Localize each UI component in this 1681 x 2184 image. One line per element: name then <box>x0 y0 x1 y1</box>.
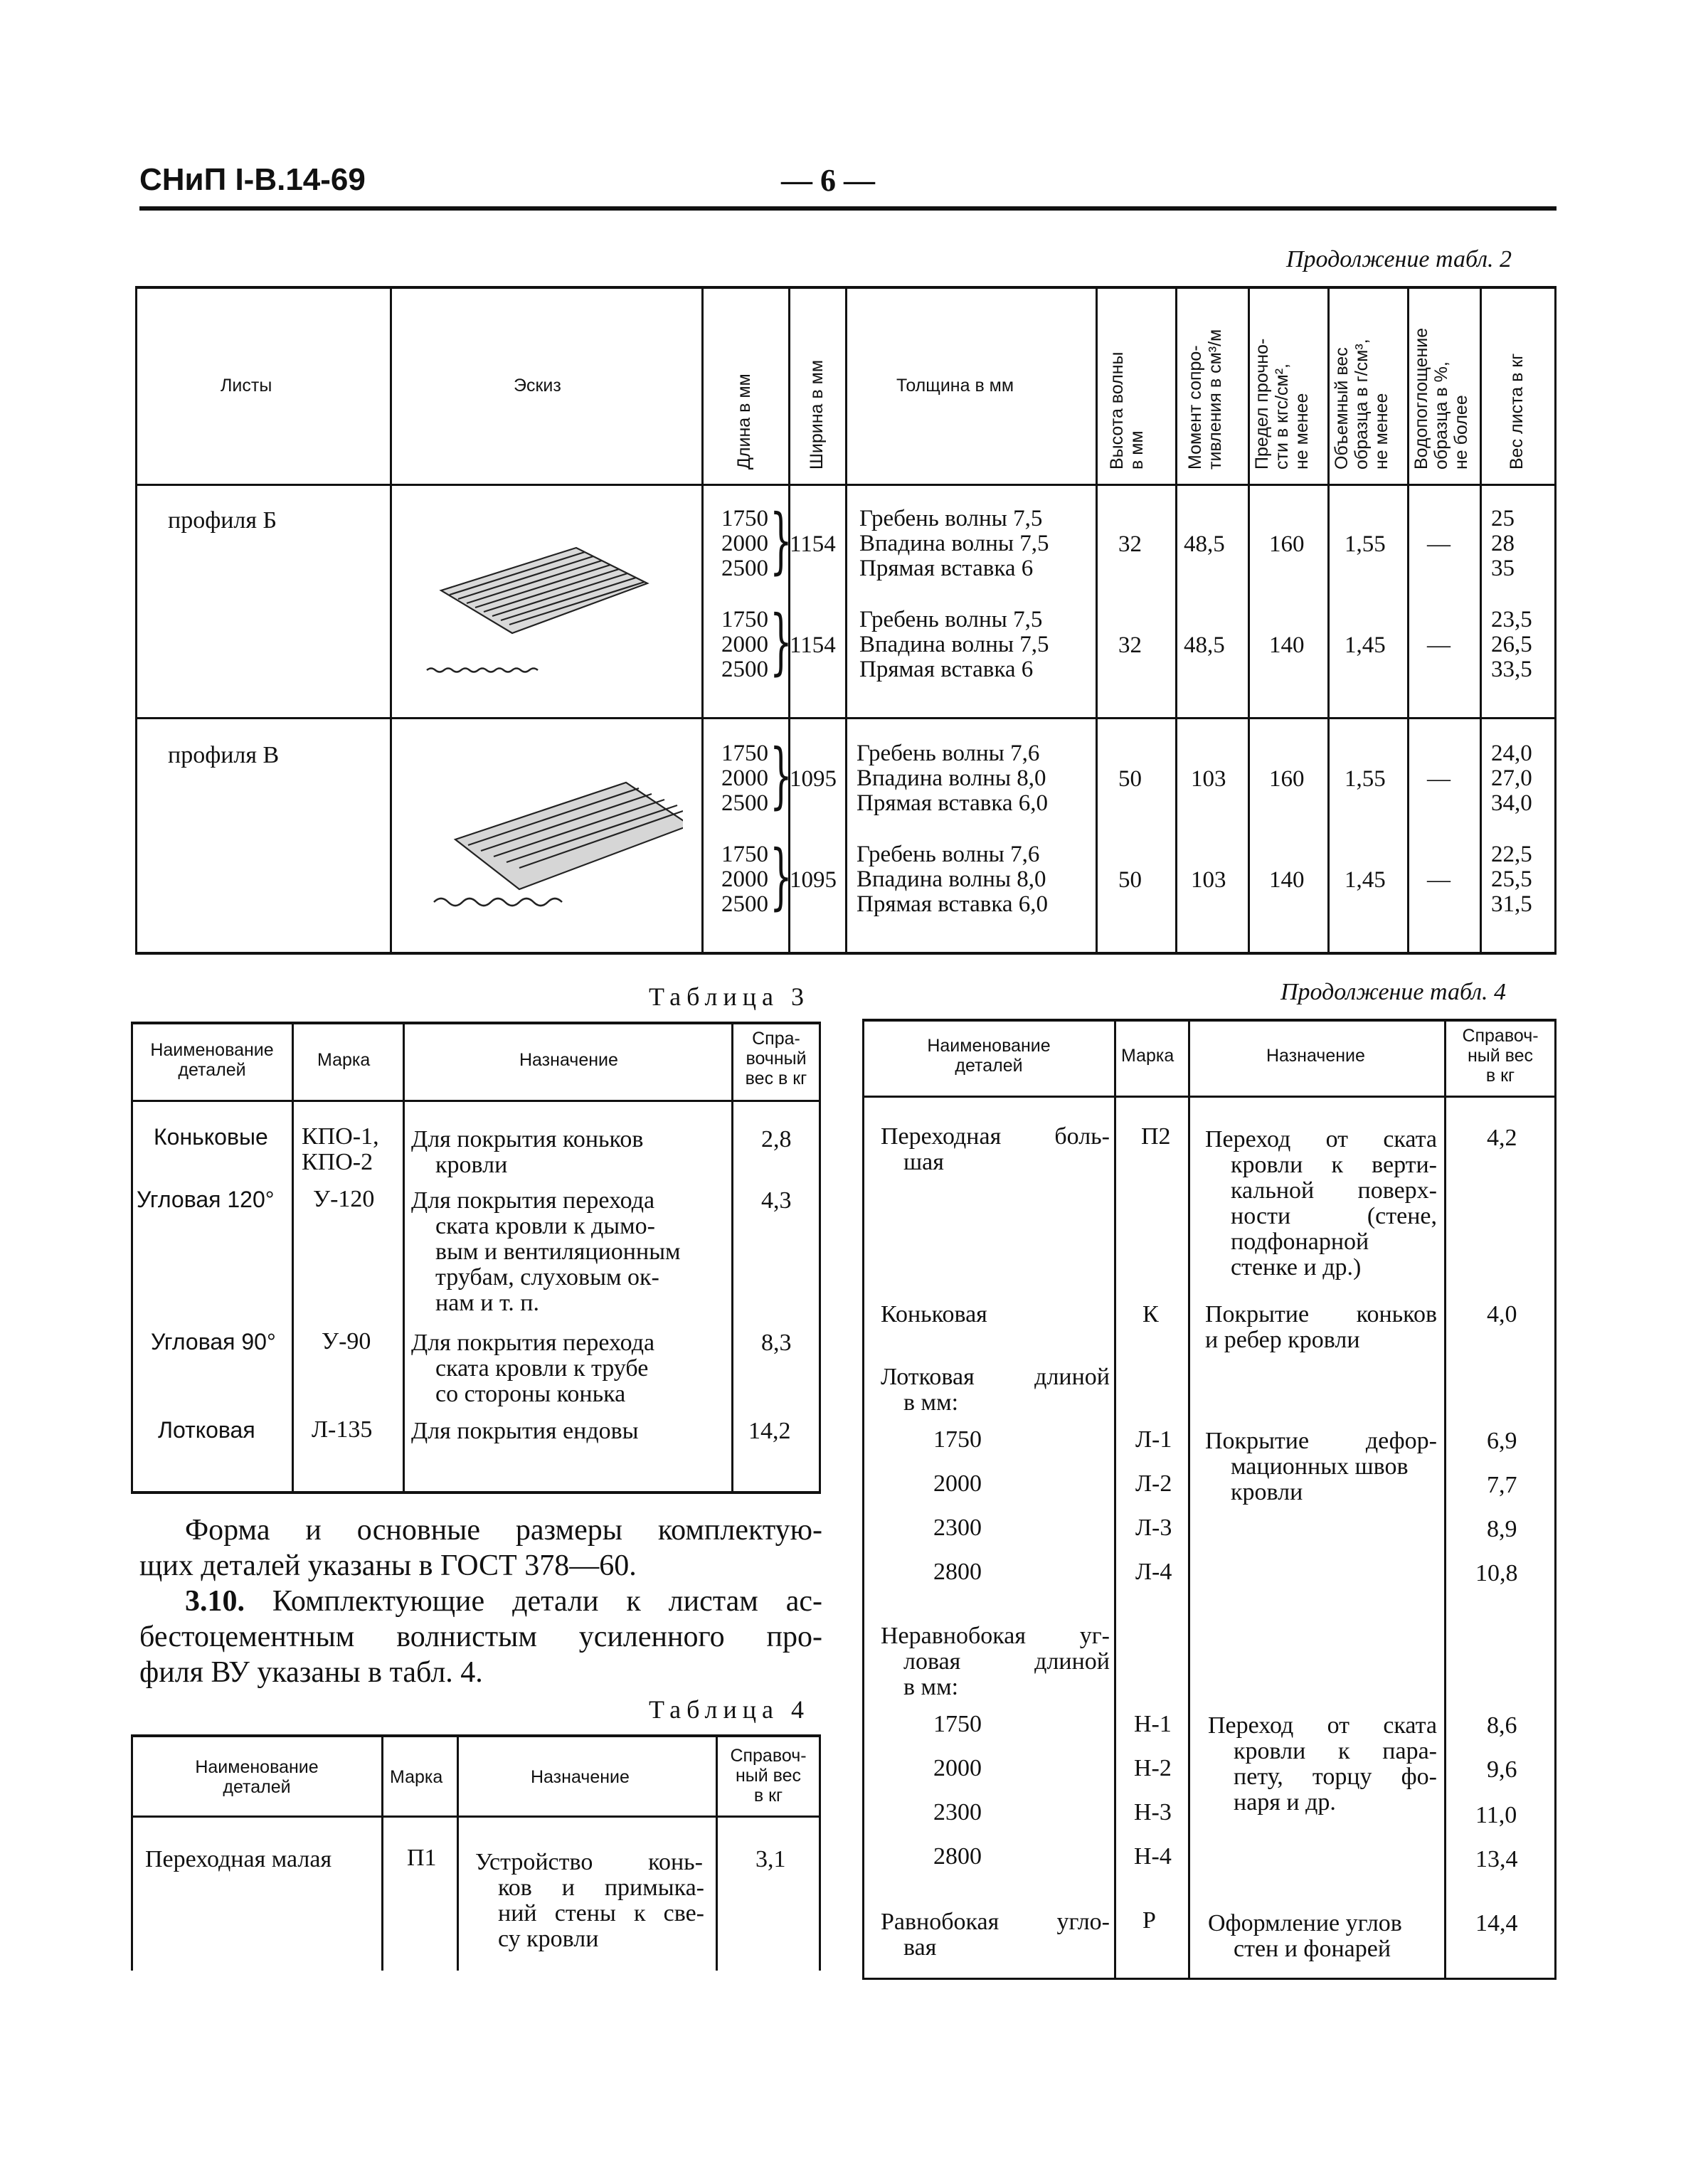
row-b1-wave-height: 32 <box>1118 531 1142 557</box>
t3-col-mark: Марка <box>317 1050 371 1070</box>
table2-caption: Продолжение табл. 2 <box>1286 246 1512 272</box>
t4c-row-weight: 14,4 <box>1475 1910 1518 1936</box>
t4c-row-weight: 4,0 <box>1487 1301 1517 1327</box>
t4c-row-weight: 7,7 <box>1487 1472 1517 1498</box>
page-number: — 6 — <box>781 163 875 198</box>
t4c-row-name: 1750 <box>933 1711 982 1737</box>
t4-col-mark: Марка <box>390 1767 443 1787</box>
t3-row-mark: У-120 <box>313 1186 375 1212</box>
col-strength: Предел прочно- сти в кгс/см², не менее <box>1252 338 1312 470</box>
col-absorption: Водопоглощение образца в %, не более <box>1411 327 1471 470</box>
t4c-row-name: 2800 <box>933 1843 982 1870</box>
t4c-col-purpose: Назначение <box>1266 1046 1365 1066</box>
row-v2-moment: 103 <box>1191 867 1226 893</box>
t4c-row-mark: Н-3 <box>1134 1799 1172 1825</box>
row-b1-weights: 25 28 35 <box>1491 506 1515 581</box>
corrugated-sheet-sketch-v <box>413 761 683 925</box>
t4c-row-name: Равнобокая угло- вая <box>881 1909 1110 1961</box>
t3-row-purpose: Для покрытия перехода ската кровли к дымо- вым и вентиляционным трубам, слуховым ок- нам и т. п. <box>411 1187 681 1316</box>
row-v1-lengths: 1750 2000 2500 <box>721 741 768 816</box>
group-name: профиля В <box>168 742 280 768</box>
row-v2-width: 1095 <box>790 867 837 893</box>
t3-row-name: Коньковые <box>154 1124 268 1150</box>
row-v1-width: 1095 <box>790 766 837 792</box>
t4-col-name: Наименование деталей <box>195 1757 319 1797</box>
paragraph-forms: Форма и основные размеры комплектую- щих деталей указаны в ГОСТ 378—60. <box>139 1514 822 1582</box>
t3-row-purpose: Для покрытия коньков кровли <box>411 1126 644 1178</box>
row-b1-moment: 48,5 <box>1184 531 1225 557</box>
t4c-row-mark: К <box>1142 1301 1159 1327</box>
row-b2-thickness: Гребень волны 7,5 Впадина волны 7,5 Прямая вставка 6 <box>859 607 1049 682</box>
t4c-row-mark: Н-1 <box>1134 1711 1172 1737</box>
t4c-row-mark: Н-2 <box>1134 1755 1172 1781</box>
t3-row-weight: 4,3 <box>761 1187 792 1214</box>
t4c-row-mark: Н-4 <box>1134 1843 1172 1870</box>
brace: } <box>770 600 792 683</box>
t4-row-mark: П1 <box>407 1845 437 1871</box>
brace: } <box>770 834 792 918</box>
t4c-row-purpose: Покрытие дефор- мационных швов кровли <box>1205 1428 1437 1505</box>
t4c-row-weight: 13,4 <box>1475 1846 1518 1872</box>
paragraph-3-10: 3.10. Комплектующие детали к листам ас- бестоцементным волнистым усиленного про- филя ВУ указаны в табл. 4. <box>139 1585 822 1689</box>
col-weight: Вес листа в кг <box>1507 353 1527 470</box>
t3-row-weight: 8,3 <box>761 1330 792 1356</box>
row-b2-strength: 140 <box>1269 632 1305 658</box>
t3-row-mark: КПО-1, КПО-2 <box>302 1123 379 1175</box>
t3-row-weight: 14,2 <box>748 1418 791 1444</box>
t4c-col-mark: Марка <box>1121 1046 1174 1066</box>
row-v2-weights: 22,5 25,5 31,5 <box>1491 842 1532 917</box>
t4c-row-mark: Л-1 <box>1135 1426 1172 1453</box>
t4c-row-name: Переходная боль- шая <box>881 1123 1110 1175</box>
row-v1-density: 1,55 <box>1345 766 1386 792</box>
col-length: Длина в мм <box>734 373 754 470</box>
header-rule <box>139 206 1557 211</box>
row-v1-wave-height: 50 <box>1118 766 1142 792</box>
t4c-row-purpose: Переход от ската кровли к верти- кальной поверх- ности (стене, подфонарной стенке и др.) <box>1205 1126 1437 1281</box>
t4c-row-mark: Л-2 <box>1135 1470 1172 1497</box>
t4c-row-name: 2000 <box>933 1470 982 1497</box>
col-wave-height: Высота волны в мм <box>1107 351 1147 470</box>
row-v1-thickness: Гребень волны 7,6 Впадина волны 8,0 Прямая вставка 6,0 <box>857 741 1049 816</box>
t3-row-purpose: Для покрытия перехода ската кровли к трубе со стороны конька <box>411 1330 655 1407</box>
row-v1-weights: 24,0 27,0 34,0 <box>1491 741 1532 816</box>
t3-row-name: Лотковая <box>158 1417 255 1443</box>
group-name: профиля Б <box>168 507 277 534</box>
row-v1-absorption: — <box>1427 766 1451 792</box>
t4c-row-purpose: Оформление углов стен и фонарей <box>1208 1910 1402 1962</box>
t4c-row-weight: 11,0 <box>1475 1802 1517 1828</box>
row-v2-density: 1,45 <box>1345 867 1386 893</box>
t4c-row-name: 2300 <box>933 1799 982 1825</box>
t4c-col-name: Наименование деталей <box>927 1036 1051 1076</box>
t4c-row-name: Лотковая длиной в мм: <box>881 1364 1110 1416</box>
t4c-col-weight: Справоч- ный вес в кг <box>1462 1026 1539 1086</box>
row-v2-wave-height: 50 <box>1118 867 1142 893</box>
col-density: Объемный вес образца в г/см³, не менее <box>1332 339 1391 470</box>
row-b2-moment: 48,5 <box>1184 632 1225 658</box>
row-b1-density: 1,55 <box>1345 531 1386 557</box>
corrugated-sheet-sketch-b <box>413 541 683 683</box>
row-b1-strength: 160 <box>1269 531 1305 557</box>
row-b1-lengths: 1750 2000 2500 <box>721 506 768 581</box>
t4c-row-purpose: Покрытие коньков и ребер кровли <box>1205 1301 1437 1353</box>
col-thickness: Толщина в мм <box>896 376 1014 396</box>
t3-row-weight: 2,8 <box>761 1126 792 1152</box>
t4c-row-name: 1750 <box>933 1426 982 1453</box>
t4-col-weight: Справоч- ный вес в кг <box>730 1746 807 1806</box>
col-sketch: Эскиз <box>514 376 561 396</box>
t3-row-mark: У-90 <box>322 1328 371 1355</box>
row-v2-lengths: 1750 2000 2500 <box>721 842 768 917</box>
row-v2-thickness: Гребень волны 7,6 Впадина волны 8,0 Прямая вставка 6,0 <box>857 842 1049 917</box>
t4c-row-name: 2000 <box>933 1755 982 1781</box>
t4c-row-mark: Р <box>1142 1907 1156 1934</box>
t4c-row-name: Коньковая <box>881 1301 987 1327</box>
row-v1-strength: 160 <box>1269 766 1305 792</box>
row-v2-absorption: — <box>1427 867 1451 893</box>
col-moment: Момент сопро- тивления в см³/м <box>1185 329 1225 470</box>
document-code: СНиП І-В.14-69 <box>139 162 366 197</box>
table3-caption: Таблица 3 <box>649 982 810 1011</box>
t4-row-weight: 3,1 <box>755 1846 786 1872</box>
row-b2-wave-height: 32 <box>1118 632 1142 658</box>
t4c-row-mark: Л-3 <box>1135 1515 1172 1541</box>
t4c-row-name: 2300 <box>933 1515 982 1541</box>
brace: } <box>770 733 792 817</box>
t4c-row-name: Неравнобокая уг- ловая длиной в мм: <box>881 1623 1110 1700</box>
t4c-row-name: 2800 <box>933 1559 982 1585</box>
t3-row-name: Угловая 120° <box>137 1187 275 1212</box>
t4c-row-weight: 6,9 <box>1487 1428 1517 1454</box>
brace: } <box>770 499 792 582</box>
t3-col-name: Наименование деталей <box>150 1040 274 1080</box>
row-b2-width: 1154 <box>790 632 836 658</box>
row-b2-lengths: 1750 2000 2500 <box>721 607 768 682</box>
t4c-row-weight: 8,9 <box>1487 1516 1517 1542</box>
t4c-row-weight: 10,8 <box>1475 1560 1518 1586</box>
table4-cont-caption: Продолжение табл. 4 <box>1280 979 1507 1005</box>
col-width: Ширина в мм <box>807 359 827 470</box>
t4c-row-purpose: Переход от ската кровли к пара- пету, торцу фо- наря и др. <box>1208 1712 1437 1815</box>
row-b1-width: 1154 <box>790 531 836 557</box>
t4-row-name: Переходная малая <box>145 1846 332 1872</box>
t4c-row-mark: Л-4 <box>1135 1559 1172 1585</box>
row-b1-absorption: — <box>1427 531 1451 557</box>
t3-row-purpose: Для покрытия ендовы <box>411 1418 639 1444</box>
row-b2-density: 1,45 <box>1345 632 1386 658</box>
col-sheets: Листы <box>221 376 272 396</box>
t3-row-mark: Л-135 <box>312 1416 373 1443</box>
row-v1-moment: 103 <box>1191 766 1226 792</box>
t4c-row-weight: 8,6 <box>1487 1712 1517 1739</box>
t4c-row-weight: 9,6 <box>1487 1756 1517 1783</box>
t3-col-purpose: Назначение <box>519 1050 618 1070</box>
t4-row-purpose: Устройство конь- ков и примыка- ний стены к све- су кровли <box>475 1849 704 1952</box>
row-b1-thickness: Гребень волны 7,5 Впадина волны 7,5 Прямая вставка 6 <box>859 506 1049 581</box>
row-b2-absorption: — <box>1427 632 1451 658</box>
row-b2-weights: 23,5 26,5 33,5 <box>1491 607 1532 682</box>
table4-caption: Таблица 4 <box>649 1695 810 1724</box>
t4-col-purpose: Назначение <box>531 1767 630 1787</box>
t3-row-name: Угловая 90° <box>151 1329 276 1355</box>
t4c-row-weight: 4,2 <box>1487 1125 1517 1151</box>
t3-col-weight: Спра- вочный вес в кг <box>745 1029 807 1088</box>
row-v2-strength: 140 <box>1269 867 1305 893</box>
t4c-row-mark: П2 <box>1141 1123 1171 1150</box>
